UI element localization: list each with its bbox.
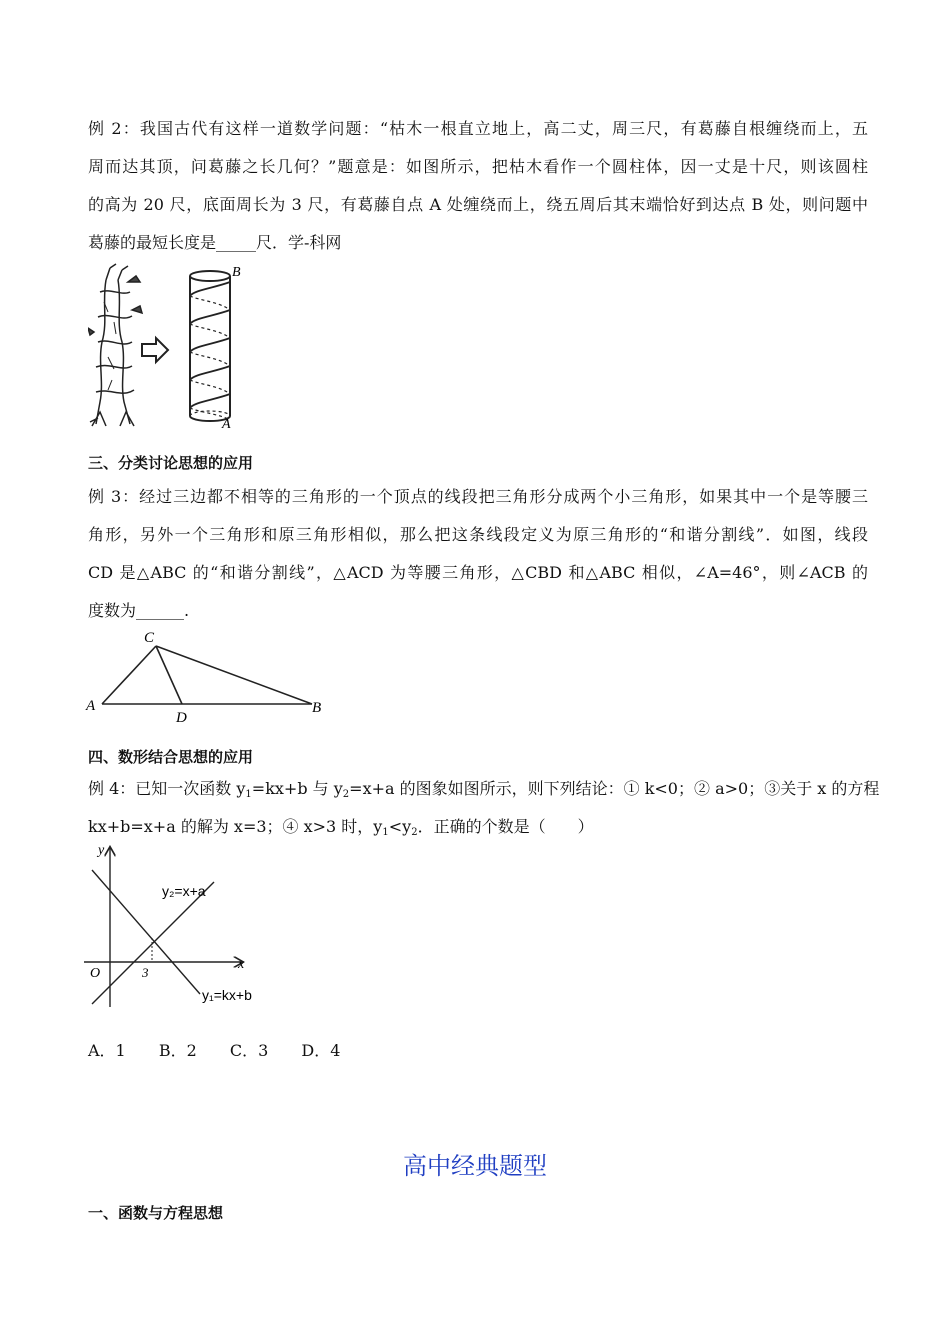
tree-cylinder-figure xyxy=(88,262,248,430)
example-4-text xyxy=(88,770,880,846)
text-fragment: =x+a 的图象如图所示，则下列结论：① k<0；② a>0；③关于 x 的方程 xyxy=(349,779,880,798)
cylinder-diagram xyxy=(190,271,230,421)
x-axis-label: x xyxy=(238,957,245,972)
subscript: 2 xyxy=(411,827,418,838)
tree-illustration xyxy=(88,264,142,426)
text-fragment: <y xyxy=(388,817,412,836)
section-title: 高中经典题型 xyxy=(403,1152,547,1180)
section-4-heading: 四、数形结合思想的应用 xyxy=(88,748,254,766)
point-a-label: A xyxy=(222,417,231,430)
text-fragment: 例 4：已知一次函数 y xyxy=(88,779,246,798)
text-fragment: ．正确的个数是（ ） xyxy=(417,817,594,836)
option-b[interactable]: B．2 xyxy=(158,1041,197,1060)
example-3-line: 例 3：经过三边都不相等的三角形的一个顶点的线段把三角形分成两个小三角形，如果其中一个是等腰三 xyxy=(88,487,868,506)
arrow-right-icon xyxy=(142,338,168,362)
example-2-text xyxy=(88,110,868,262)
point-d-label: D xyxy=(176,710,187,726)
point-a-label: A xyxy=(86,698,96,714)
example-3-line: 度数为______. xyxy=(88,601,190,620)
example-4-line-2 xyxy=(88,808,868,846)
point-b-label: B xyxy=(232,265,241,280)
example-2-line: 例 2：我国古代有这样一道数学问题：“枯木一根直立地上，高二丈，周三尺，有葛藤自根缠绕而上，五 xyxy=(88,119,868,138)
side-cb xyxy=(156,646,312,704)
option-c[interactable]: C．3 xyxy=(229,1041,269,1060)
triangle-figure xyxy=(84,626,334,726)
subscript: 1 xyxy=(245,789,252,800)
subscript: 1 xyxy=(382,827,389,838)
section-1-heading: 一、函数与方程思想 xyxy=(88,1204,224,1222)
example-3-line: 角形，另外一个三角形和原三角形相似，那么把这条线段定义为原三角形的“和谐分割线”．如图，线段 xyxy=(88,525,868,544)
line-y2-label: y₂=x+a xyxy=(162,883,206,899)
origin-label: O xyxy=(90,966,101,981)
example-2-line: 的高为 20 尺，底面周长为 3 尺，有葛藤自点 A 处缠绕而上，绕五周后其末端恰好到达点 B 处，则问题中 xyxy=(88,195,868,214)
answer-options xyxy=(88,1038,368,1061)
tick-3-label: 3 xyxy=(142,965,149,980)
example-4-line-1 xyxy=(88,770,880,808)
option-a[interactable]: A．1 xyxy=(88,1041,126,1060)
section-3-heading: 三、分类讨论思想的应用 xyxy=(88,454,254,472)
side-ac xyxy=(102,646,156,704)
y-axis-label: y xyxy=(98,843,105,858)
point-b-label: B xyxy=(312,700,322,716)
option-d[interactable]: D．4 xyxy=(301,1041,341,1060)
example-3-line: CD 是△ABC 的“和谐分割线”，△ACD 为等腰三角形，△CBD 和△ABC 相似，∠A=46°，则∠ACB 的 xyxy=(88,563,868,582)
subscript: 2 xyxy=(342,789,350,800)
text-fragment: =kx+b 与 y xyxy=(251,779,343,798)
linear-functions-graph xyxy=(84,842,274,1012)
text-fragment: kx+b=x+a 的解为 x=3；④ x>3 时，y xyxy=(88,817,383,836)
example-2-line: 葛藤的最短长度是_____尺．学-科网 xyxy=(88,233,342,252)
example-2-line: 周而达其顶，问葛藤之长几何？”题意是：如图所示，把枯木看作一个圆柱体，因一丈是十尺，则该圆柱 xyxy=(88,157,868,176)
line-y1-label: y₁=kx+b xyxy=(202,987,252,1003)
point-c-label: C xyxy=(144,630,155,646)
example-3-text xyxy=(88,478,868,630)
